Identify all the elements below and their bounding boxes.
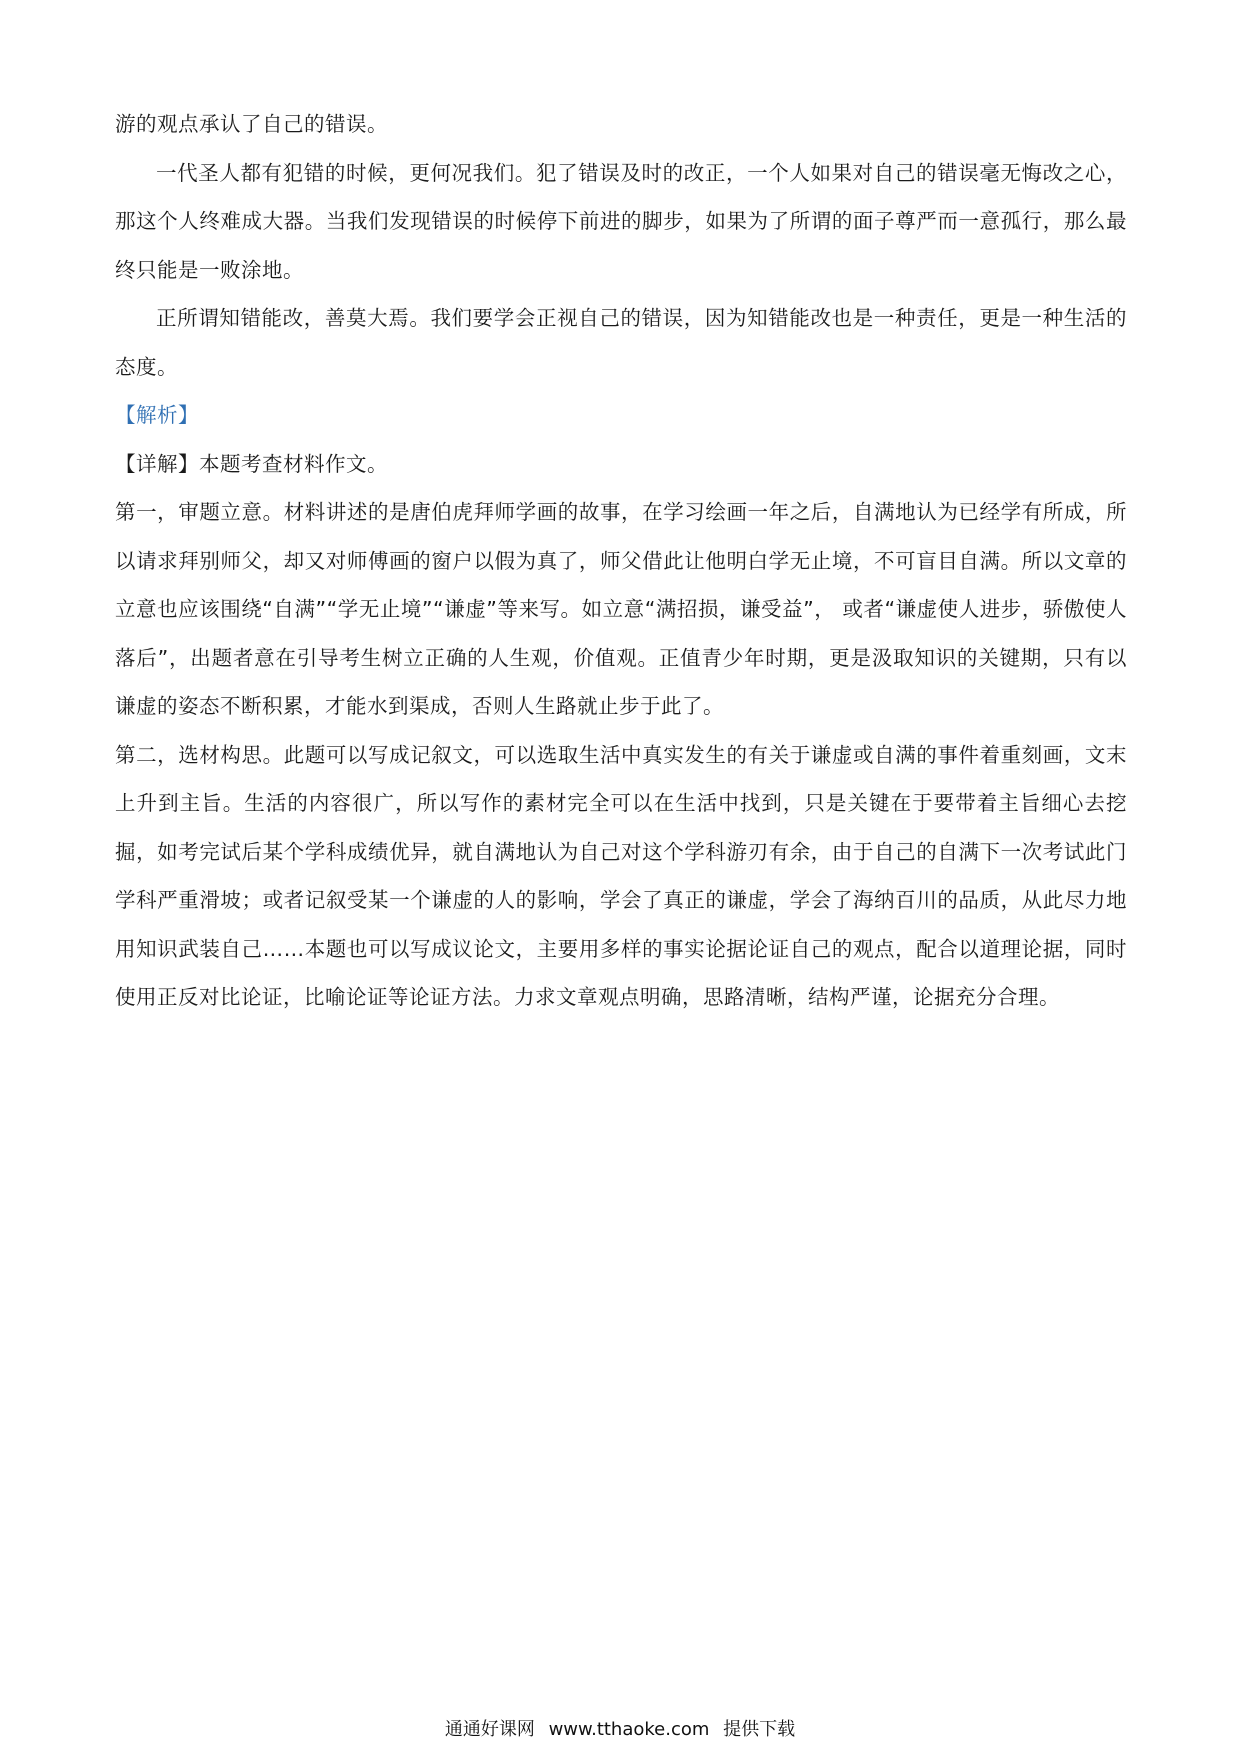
analysis-heading: 【解析】 <box>115 403 199 427</box>
footer-suffix: 提供下载 <box>723 1719 796 1740</box>
page-footer <box>0 1718 1240 1742</box>
essay-paragraph: 正所谓知错能改，善莫大焉。我们要学会正视自己的错误，因为知错能改也是一种责任，更是一种生活的态度。 <box>115 306 1127 379</box>
analysis-detail: 【详解】本题考查材料作文。 <box>115 451 388 476</box>
essay-paragraph: 一代圣人都有犯错的时候，更何况我们。犯了错误及时的改正，一个人如果对自己的错误毫无悔改之心，那这个人终难成大器。当我们发现错误的时候停下前进的脚步，如果为了所谓的面子尊严而一意孤行，那么最终只能是一败涂地。 <box>115 160 1127 282</box>
analysis-point-2: 第二，选材构思。此题可以写成记叙文，可以选取生活中真实发生的有关于谦虚或自满的事件着重刻画，文末上升到主旨。生活的内容很广，所以写作的素材完全可以在生活中找到，只是关键在于要带着主旨细心去挖掘，如考完试后某个学科成绩优异，就自满地认为自己对这个学科游刃有余，由于自己的自满下一次考试此门学科严重滑坡；或者记叙受某一个谦虚的人的影响，学会了真正的谦虚，学会了海纳百川的品质，从此尽力地用知识武装自己……本题也可以写成议论文，主要用多样的事实论据论证自己的观点，配合以道理论据，同时使用正反对比论证，比喻论证等论证方法。力求文章观点明确，思路清晰，结构严谨，论据充分合理。 <box>115 742 1127 1009</box>
document-body <box>115 100 1127 1022</box>
footer-url[interactable]: www.tthaoke.com <box>548 1719 710 1740</box>
analysis-point-1: 第一，审题立意。材料讲述的是唐伯虎拜师学画的故事，在学习绘画一年之后，自满地认为已经学有所成，所以请求拜别师父，却又对师傅画的窗户以假为真了，师父借此让他明白学无止境，不可盲目自满。所以文章的立意也应该围绕“自满”“学无止境”“谦虚”等来写。如立意“满招损，谦受益”， 或者“谦虚使人进步，骄傲使人落后”，出题者意在引导考生树立正确的人生观，价值观。正值青少年时期，更是汲取知识的关键期，只有以谦虚的姿态不断积累，才能水到渠成，否则人生路就止步于此了。 <box>115 500 1127 718</box>
essay-paragraph: 游的观点承认了自己的错误。 <box>115 112 388 136</box>
footer-site-name: 通通好课网 <box>444 1719 535 1740</box>
